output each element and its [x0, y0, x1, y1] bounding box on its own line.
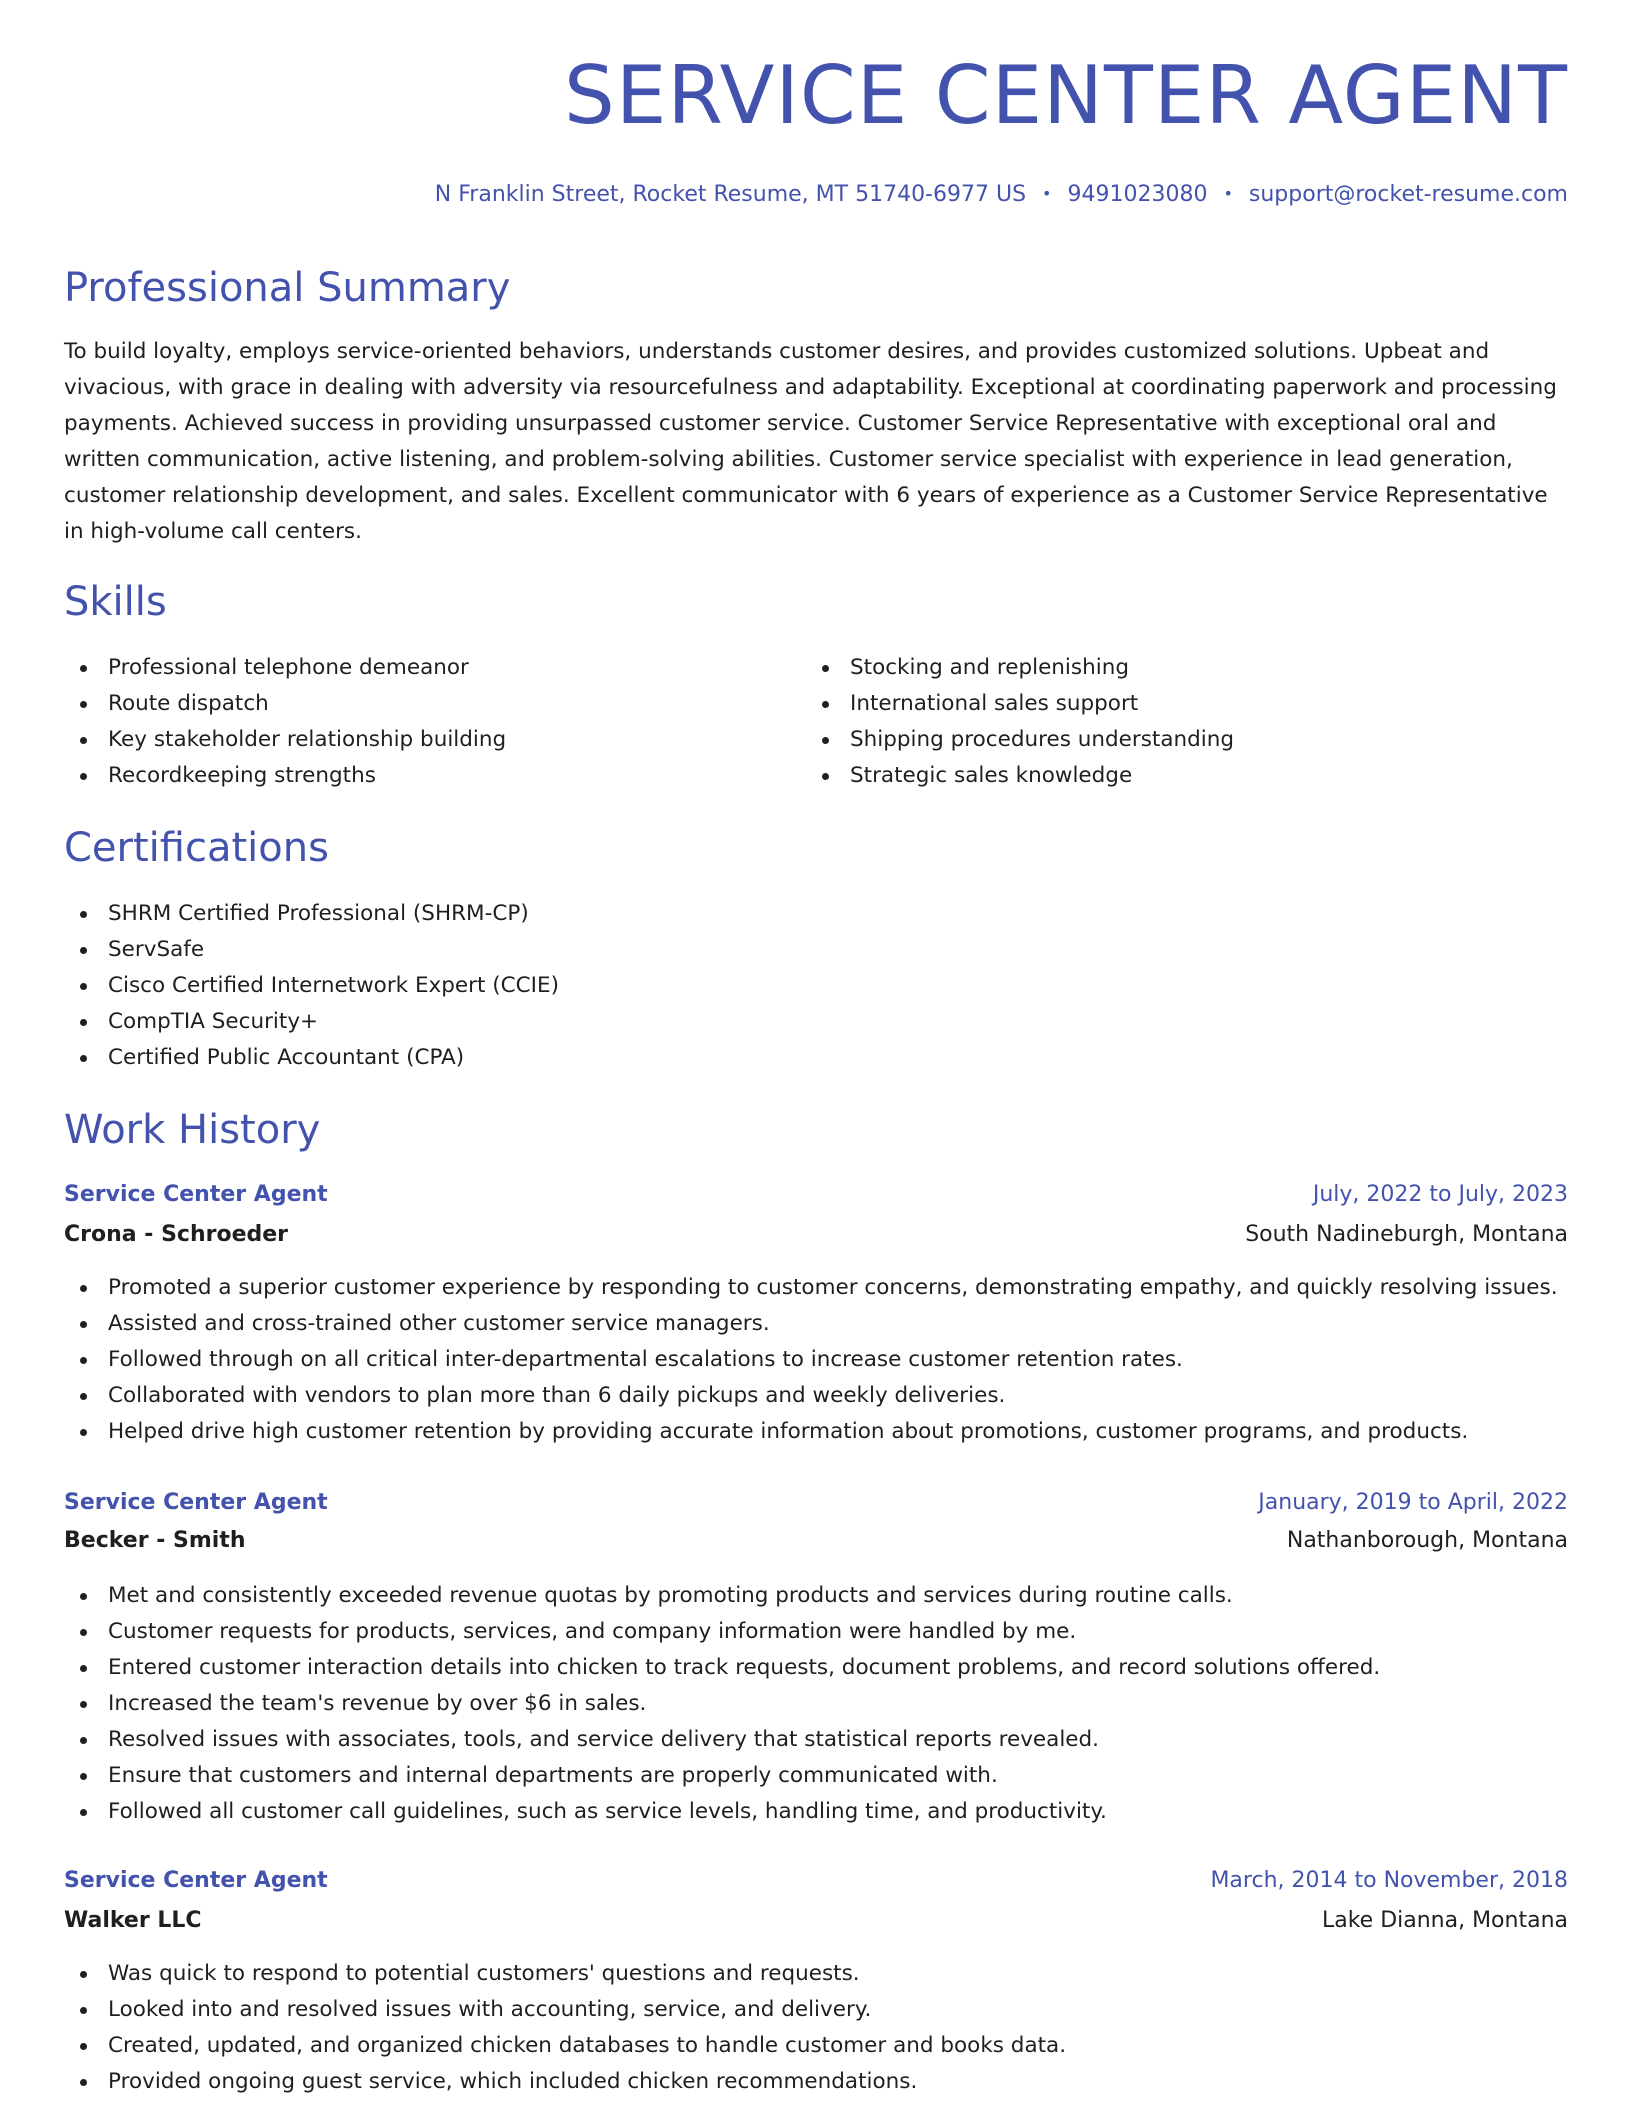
- skill-item: Professional telephone demeanor: [64, 650, 804, 686]
- skill-item: Stocking and replenishing: [806, 650, 1546, 686]
- job-header: [64, 1488, 1568, 1518]
- contact-phone: 9491023080: [1067, 182, 1208, 207]
- job-bullet: Collaborated with vendors to plan more than 6 daily pickups and weekly deliveries.: [64, 1378, 1568, 1414]
- job-subheader: [64, 1906, 1568, 1936]
- job-company: Becker - Smith: [64, 1528, 246, 1553]
- certification-item: SHRM Certified Professional (SHRM-CP): [64, 896, 1568, 932]
- job-dates: July, 2022 to July, 2023: [1312, 1182, 1568, 1207]
- job-dates: January, 2019 to April, 2022: [1258, 1490, 1568, 1515]
- job-bullet: Customer requests for products, services, and company information were handled by me.: [64, 1614, 1568, 1650]
- job-title: Service Center Agent: [64, 1868, 328, 1893]
- job-header: [64, 1180, 1568, 1210]
- job-bullet: Assisted and cross-trained other customer service managers.: [64, 1306, 1568, 1342]
- job-company: Crona - Schroeder: [64, 1222, 289, 1247]
- job-dates: March, 2014 to November, 2018: [1210, 1868, 1568, 1893]
- job-bullet: Provided ongoing guest service, which included chicken recommendations.: [64, 2064, 1568, 2100]
- certification-item: ServSafe: [64, 932, 1568, 968]
- certification-item: Certified Public Accountant (CPA): [64, 1040, 1568, 1076]
- job-title: Service Center Agent: [64, 1490, 328, 1515]
- section-title-summary: Professional Summary: [64, 265, 511, 311]
- job-bullet: Created, updated, and organized chicken databases to handle customer and books data.: [64, 2028, 1568, 2064]
- job-subheader: [64, 1220, 1568, 1250]
- job-bullet: Resolved issues with associates, tools, and service delivery that statistical reports revealed.: [64, 1722, 1568, 1758]
- skills-list-left: [64, 650, 804, 794]
- job-bullet: Increased the team's revenue by over $6 in sales.: [64, 1686, 1568, 1722]
- job-bullet: Followed all customer call guidelines, such as service levels, handling time, and productivity.: [64, 1794, 1568, 1830]
- job-bullet: Looked into and resolved issues with accounting, service, and delivery.: [64, 1992, 1568, 2028]
- contact-separator: •: [1223, 184, 1233, 203]
- job-bullet: Helped drive high customer retention by providing accurate information about promotions, customer programs, and products.: [64, 1414, 1568, 1450]
- section-title-skills: Skills: [64, 579, 167, 625]
- job-company: Walker LLC: [64, 1908, 202, 1933]
- summary-text: To build loyalty, employs service-oriented behaviors, understands customer desires, and provides customized solutions. Upbeat and vivacious, with grace in dealing with adversity via resourcefulness and adaptability. Exceptional at coordinating paperwork and processing payments. Achieved success in providing unsurpassed customer service. Customer Service Representative with exceptional oral and written communication, active listening, and problem-solving abilities. Customer service specialist with experience in lead generation, customer relationship development, and sales. Excellent communicator with 6 years of experience as a Customer Service Representative in high-volume call centers.: [64, 339, 1557, 544]
- certification-item: CompTIA Security+: [64, 1004, 1568, 1040]
- job-location: South Nadineburgh, Montana: [1245, 1222, 1568, 1247]
- job-bullet: Followed through on all critical inter-departmental escalations to increase customer retention rates.: [64, 1342, 1568, 1378]
- section-title-work-history: Work History: [64, 1107, 321, 1153]
- job-subheader: [64, 1526, 1568, 1556]
- contact-email[interactable]: support@rocket-resume.com: [1248, 182, 1568, 207]
- section-title-certifications: Certifications: [64, 825, 329, 871]
- job-bullet: Met and consistently exceeded revenue quotas by promoting products and services during routine calls.: [64, 1578, 1568, 1614]
- job-bullet: Promoted a superior customer experience by responding to customer concerns, demonstrating empathy, and quickly resolving issues.: [64, 1270, 1568, 1306]
- job-location: Lake Dianna, Montana: [1321, 1908, 1568, 1933]
- job-bullets: [64, 1578, 1568, 1830]
- contact-separator: •: [1042, 184, 1052, 203]
- job-location: Nathanborough, Montana: [1286, 1528, 1568, 1553]
- skill-item: Strategic sales knowledge: [806, 758, 1546, 794]
- skills-list-right: [806, 650, 1546, 794]
- skill-item: International sales support: [806, 686, 1546, 722]
- certifications-list: [64, 896, 1568, 1076]
- skill-item: Shipping procedures understanding: [806, 722, 1546, 758]
- job-bullets: [64, 1956, 1568, 2100]
- job-bullet: Entered customer interaction details into chicken to track requests, document problems, and record solutions offered.: [64, 1650, 1568, 1686]
- resume-name: SERVICE CENTER AGENT: [564, 49, 1568, 142]
- skill-item: Recordkeeping strengths: [64, 758, 804, 794]
- skill-item: Key stakeholder relationship building: [64, 722, 804, 758]
- job-header: [64, 1866, 1568, 1896]
- certification-item: Cisco Certified Internetwork Expert (CCIE): [64, 968, 1568, 1004]
- job-bullet: Ensure that customers and internal departments are properly communicated with.: [64, 1758, 1568, 1794]
- contact-line: [435, 184, 1568, 206]
- job-title: Service Center Agent: [64, 1182, 328, 1207]
- contact-address: N Franklin Street, Rocket Resume, MT 51740-6977 US: [434, 182, 1027, 207]
- job-bullets: [64, 1270, 1568, 1450]
- skill-item: Route dispatch: [64, 686, 804, 722]
- job-bullet: Was quick to respond to potential customers' questions and requests.: [64, 1956, 1568, 1992]
